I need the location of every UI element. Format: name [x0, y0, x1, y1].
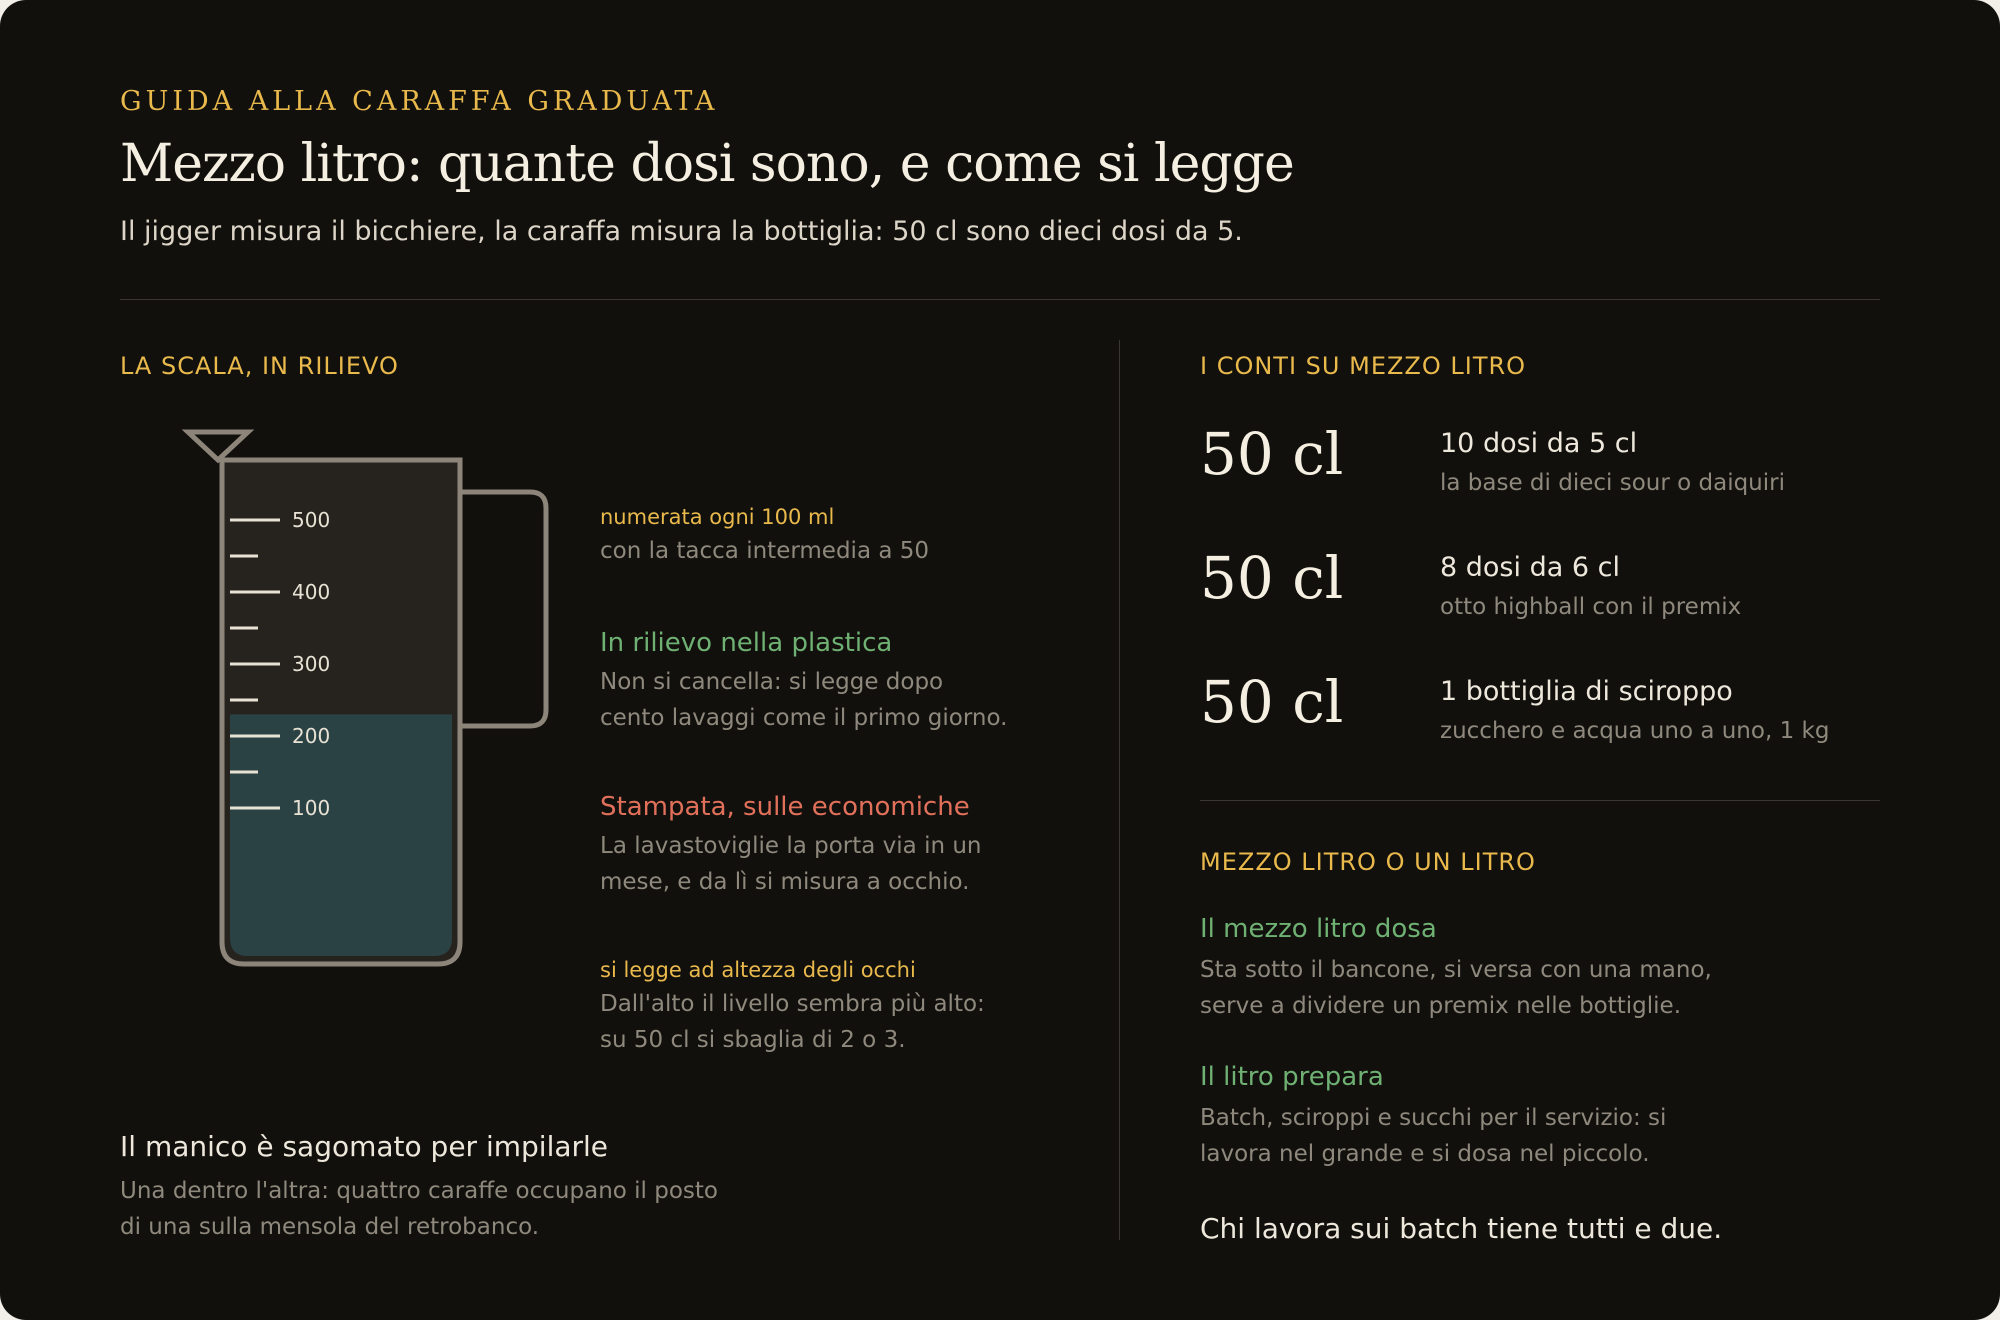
compare-heading: Il litro prepara [1200, 1062, 1384, 1092]
tick-label: 300 [292, 652, 331, 676]
compare-section-label: MEZZO LITRO O UN LITRO [1200, 848, 1536, 876]
note-heading: Stampata, sulle economiche [600, 792, 970, 822]
note-heading: In rilievo nella plastica [600, 628, 893, 658]
stat-subtitle: la base di dieci sour o daiquiri [1440, 470, 1785, 496]
stat-value: 50 cl [1200, 544, 1344, 612]
tick-label: 100 [292, 796, 331, 820]
tick-label: 400 [292, 580, 331, 604]
stat-title: 8 dosi da 6 cl [1440, 552, 1620, 583]
note-body: Dall'alto il livello sembra più alto: su 50 cl si sbaglia di 2 o 3. [600, 991, 985, 1053]
note-embossed [600, 628, 1040, 736]
tick-label: 500 [292, 508, 331, 532]
tick-label: 200 [292, 724, 331, 748]
compare-liter [1200, 1062, 1800, 1172]
closing-line: Chi lavora sui batch tiene tutti e due. [1200, 1212, 1723, 1245]
jug-liquid [230, 714, 452, 956]
note-eye-level [600, 958, 1040, 1058]
stat-subtitle: zucchero e acqua uno a uno, 1 kg [1440, 718, 1830, 744]
stat-title: 10 dosi da 5 cl [1440, 428, 1638, 459]
math-section-label: I CONTI SU MEZZO LITRO [1200, 352, 1527, 380]
page-subtitle: Il jigger misura il bicchiere, la caraffa misura la bottiglia: 50 cl sono dieci dosi da 5. [120, 216, 1243, 247]
compare-heading: Il mezzo litro dosa [1200, 914, 1437, 944]
note-body: con la tacca intermedia a 50 [600, 538, 930, 564]
jug-spout [188, 432, 248, 460]
compare-body: Batch, sciroppi e succhi per il servizio: si lavora nel grande e si dosa nel piccolo. [1200, 1105, 1667, 1167]
eyebrow: GUIDA ALLA CARAFFA GRADUATA [120, 86, 719, 117]
column-divider [1119, 340, 1120, 1240]
scale-section-label: LA SCALA, IN RILIEVO [120, 352, 399, 380]
note-heading: si legge ad altezza degli occhi [600, 958, 916, 982]
note-heading: numerata ogni 100 ml [600, 505, 835, 529]
stat-value: 50 cl [1200, 420, 1344, 488]
stacking-heading: Il manico è sagomato per impilarle [120, 1130, 609, 1163]
stat-row [1200, 668, 1880, 778]
page-title: Mezzo litro: quante dosi sono, e come si legge [120, 134, 1294, 194]
note-body: La lavastoviglie la porta via in un mese, e da lì si misura a occhio. [600, 833, 982, 895]
stat-value: 50 cl [1200, 668, 1344, 736]
compare-body: Sta sotto il bancone, si versa con una mano, serve a dividere un premix nelle bottiglie. [1200, 957, 1712, 1019]
stat-subtitle: otto highball con il premix [1440, 594, 1742, 620]
note-printed [600, 792, 1040, 900]
jug-handle [460, 492, 546, 726]
note-body: Non si cancella: si legge dopo cento lavaggi come il primo giorno. [600, 669, 1008, 731]
stat-row [1200, 544, 1880, 654]
stacking-note [120, 1130, 760, 1245]
stat-row [1200, 420, 1880, 530]
measuring-jug-illustration [180, 420, 560, 980]
stacking-body: Una dentro l'altra: quattro caraffe occupano il posto di una sulla mensola del retrobanco. [120, 1178, 718, 1240]
header-divider [120, 299, 1880, 300]
stats-divider [1200, 800, 1880, 801]
compare-half-liter [1200, 914, 1800, 1024]
note-numbering [600, 505, 1040, 569]
stat-title: 1 bottiglia di sciroppo [1440, 676, 1733, 707]
